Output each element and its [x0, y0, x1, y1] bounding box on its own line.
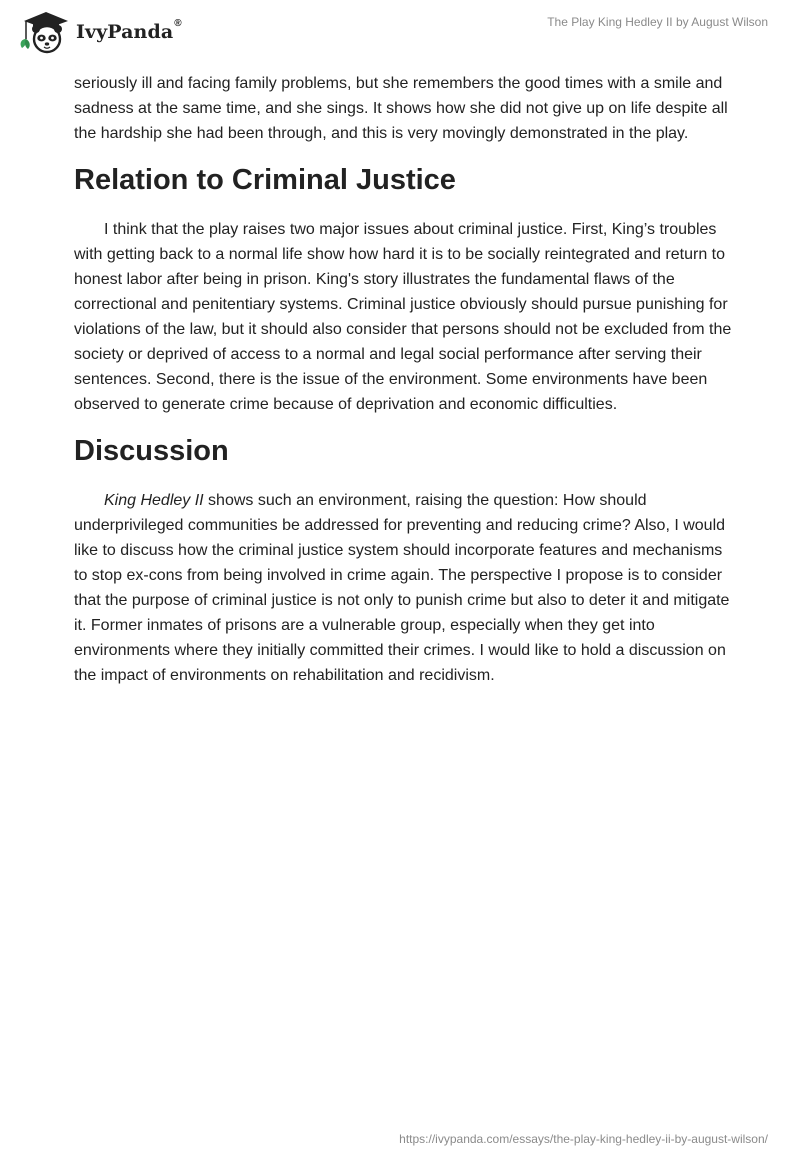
essay-content: [74, 71, 734, 688]
play-title-italic: King Hedley II: [104, 492, 204, 509]
ivypanda-logo[interactable]: [16, 9, 182, 55]
source-url[interactable]: https://ivypanda.com/essays/the-play-king-hedley-ii-by-august-wilson/: [399, 1132, 768, 1146]
panda-graduate-icon: [16, 9, 70, 55]
intro-paragraph: seriously ill and facing family problems, but she remembers the good times with a smile and sadness at the same time, and she sings. It shows how she did not give up on life despite all the hardship she had been through, and this is very movingly demonstrated in the play.: [74, 75, 728, 142]
section-heading-criminal-justice: Relation to Criminal Justice: [74, 164, 456, 196]
discussion-paragraph-text: shows such an environment, raising the question: How should underprivileged communities be addressed for preventing and reducing crime? Also, I would like to discuss how the criminal justice system should incorporate features and mechanisms to stop ex-cons from being involved in crime again. The perspective I propose is to consider that the purpose of criminal justice is not only to punish crime but also to deter it and mitigate it. Former inmates of prisons are a vulnerable group, especially when they get into environments where they initially committed their crimes. I would like to hold a discussion on the impact of environments on rehabilitation and recidivism.: [74, 492, 730, 684]
registered-mark: ®: [174, 18, 182, 29]
criminal-justice-paragraph: I think that the play raises two major issues about criminal justice. First, King’s troubles with getting back to a normal life show how hard it is to be socially reintegrated and return to honest labor after being in prison. King's story illustrates the fundamental flaws of the correctional and penitentiary systems. Criminal justice obviously should pursue punishing for violations of the law, but it should also consider that persons should not be excluded from the society or deprived of access to a normal and legal social performance after serving their sentences. Second, there is the issue of the environment. Some environments have been observed to generate crime because of deprivation and economic difficulties.: [74, 221, 732, 413]
section-heading-discussion: Discussion: [74, 435, 229, 467]
brand-name: IvyPanda®: [76, 18, 182, 43]
page-header: [0, 0, 800, 64]
document-title: The Play King Hedley II by August Wilson: [547, 15, 768, 29]
discussion-paragraph: [74, 488, 734, 688]
